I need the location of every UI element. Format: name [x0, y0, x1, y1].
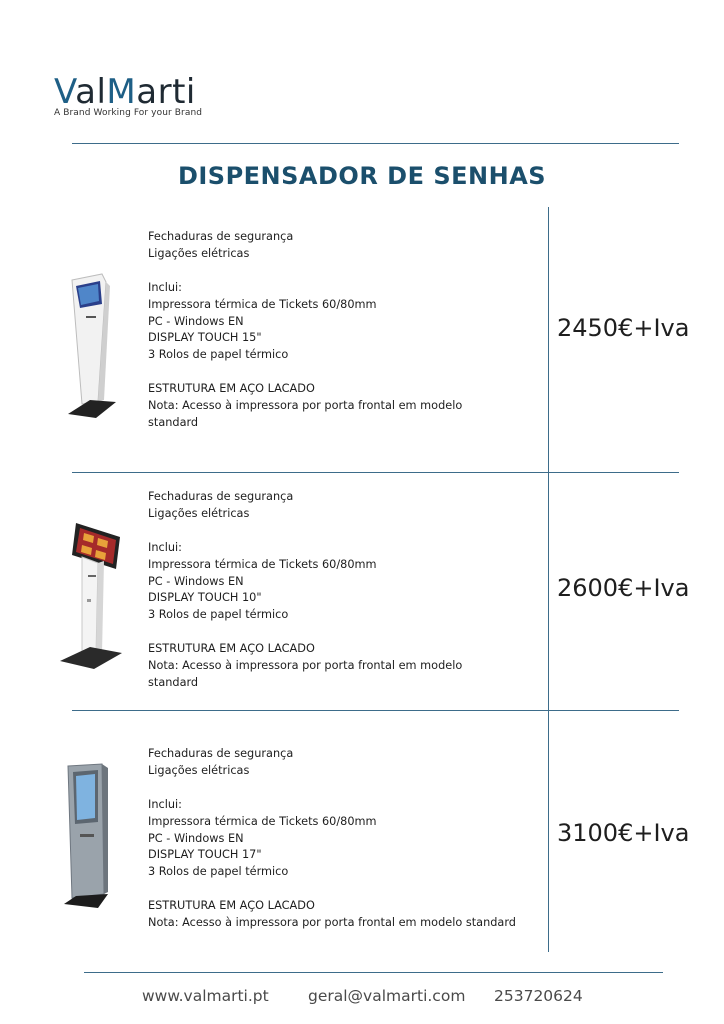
- description-line: Fechaduras de segurança: [148, 490, 294, 503]
- product-price: 2600€+Iva: [557, 574, 690, 602]
- description-line: 3 Rolos de papel térmico: [148, 865, 289, 879]
- logo-wordmark: [54, 74, 202, 110]
- description-line: PC - Windows EN: [148, 831, 244, 845]
- header-divider: [72, 143, 679, 144]
- kiosk-angled-screen-icon: [54, 515, 126, 671]
- description-line: [148, 523, 462, 540]
- description-line: Inclui:: [148, 797, 182, 811]
- description-line: Impressora térmica de Tickets 60/80mm: [148, 814, 377, 828]
- description-line: Fechaduras de segurança: [148, 747, 294, 760]
- footer-email-link[interactable]: geral@valmarti.com: [308, 987, 466, 1005]
- description-line: standard: [148, 415, 199, 429]
- description-line: ESTRUTURA EM AÇO LACADO: [148, 642, 315, 656]
- description-line: Ligações elétricas: [148, 506, 250, 520]
- page-title: DISPENSADOR DE SENHAS: [177, 162, 547, 190]
- description-line: [148, 780, 516, 797]
- description-line: PC - Windows EN: [148, 574, 244, 588]
- product-description: [148, 746, 516, 932]
- logo-letter-v: V: [54, 72, 76, 112]
- description-line: Ligações elétricas: [148, 246, 250, 260]
- description-line: 3 Rolos de papel térmico: [148, 608, 289, 622]
- description-line: ESTRUTURA EM AÇO LACADO: [148, 382, 315, 396]
- footer-divider: [84, 972, 663, 973]
- description-line: ESTRUTURA EM AÇO LACADO: [148, 899, 315, 913]
- description-line: Nota: Acesso à impressora por porta frontal em modelo standard: [148, 916, 516, 930]
- description-line: [148, 364, 462, 381]
- kiosk-slim-white-icon: [62, 272, 122, 422]
- kiosk-steel-tall-icon: [62, 762, 112, 912]
- brand-tagline: A Brand Working For your Brand: [54, 108, 203, 118]
- description-line: DISPLAY TOUCH 17": [148, 848, 262, 862]
- description-line: DISPLAY TOUCH 15": [148, 331, 262, 345]
- description-line: 3 Rolos de papel térmico: [148, 348, 289, 362]
- description-line: Ligações elétricas: [148, 763, 250, 777]
- logo-letters-al: al: [75, 72, 107, 112]
- description-line: PC - Windows EN: [148, 314, 244, 328]
- product-description: [148, 229, 462, 432]
- row-divider-1: [72, 472, 679, 473]
- description-line: [148, 624, 462, 641]
- description-line: Impressora térmica de Tickets 60/80mm: [148, 557, 377, 571]
- description-line: DISPLAY TOUCH 10": [148, 591, 262, 605]
- description-line: Inclui:: [148, 540, 182, 554]
- product-price: 2450€+Iva: [557, 314, 690, 342]
- row-divider-2: [72, 710, 679, 711]
- description-line: Nota: Acesso à impressora por porta frontal em modelo: [148, 399, 463, 413]
- logo-letters-arti: arti: [136, 72, 196, 112]
- footer-website-link[interactable]: www.valmarti.pt: [142, 987, 269, 1005]
- footer-phone: 253720624: [494, 987, 583, 1005]
- description-line: Inclui:: [148, 280, 182, 294]
- description-line: [148, 263, 462, 280]
- product-price: 3100€+Iva: [557, 819, 690, 847]
- column-divider: [548, 207, 549, 952]
- description-line: [148, 881, 516, 898]
- product-description: [148, 489, 462, 692]
- brand-logo: [54, 74, 202, 118]
- description-line: Impressora térmica de Tickets 60/80mm: [148, 297, 377, 311]
- description-line: Nota: Acesso à impressora por porta frontal em modelo: [148, 659, 463, 673]
- description-line: standard: [148, 675, 199, 689]
- logo-letter-m: M: [106, 72, 137, 112]
- description-line: Fechaduras de segurança: [148, 230, 294, 243]
